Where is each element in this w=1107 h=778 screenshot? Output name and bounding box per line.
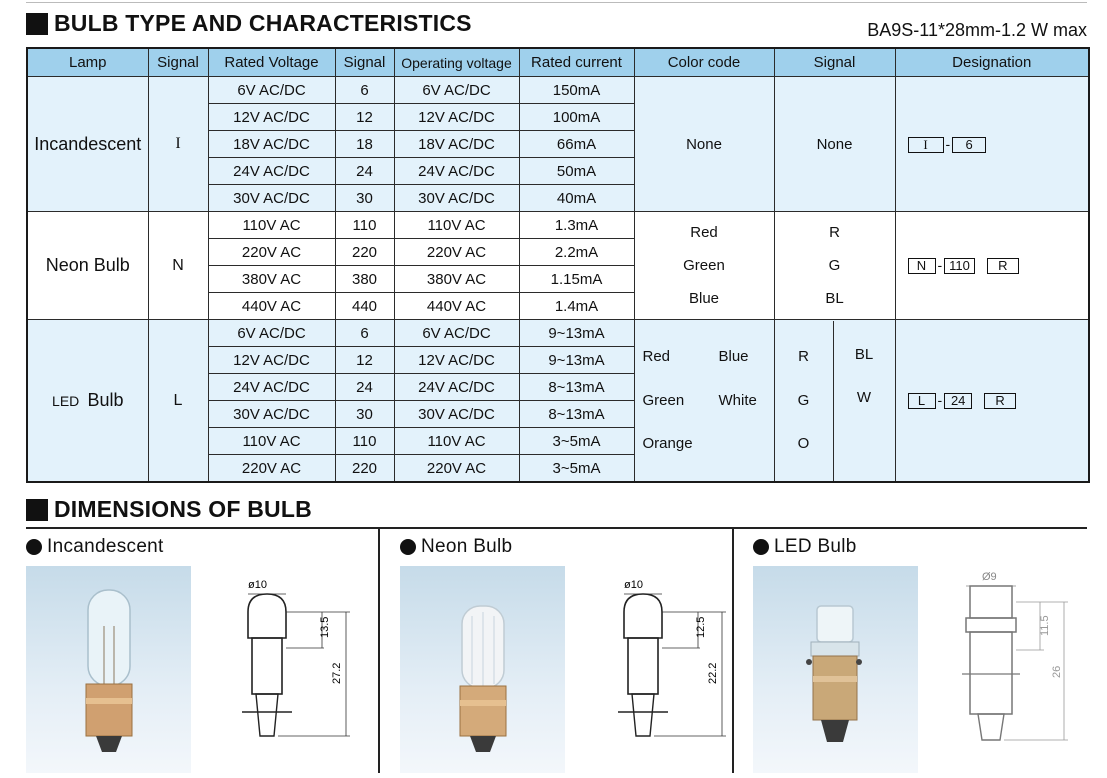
- rated-current-cell: 150mA: [519, 77, 634, 104]
- designation-box: R: [984, 393, 1016, 409]
- rated-current-cell: 3~5mA: [519, 428, 634, 455]
- table-row: [27, 77, 1089, 104]
- signal-cell: 220: [335, 239, 394, 266]
- header-rated-voltage: Rated Voltage: [208, 48, 335, 77]
- rated-voltage-cell: 220V AC: [208, 455, 335, 483]
- color-code-led: [634, 320, 774, 483]
- designation-box: R: [987, 258, 1019, 274]
- color-signal: G: [797, 391, 810, 409]
- signal-cell: 24: [335, 374, 394, 401]
- section-square-icon: [26, 499, 48, 521]
- diameter-label: ø10: [624, 579, 643, 591]
- color-signal: BL: [854, 345, 874, 363]
- designation-neon: [895, 212, 1089, 320]
- rated-voltage-cell: 110V AC: [208, 428, 335, 455]
- table-header-row: [27, 48, 1089, 77]
- color-code-neon: [634, 212, 774, 320]
- header-lamp: Lamp: [27, 48, 148, 77]
- designation-led: [895, 320, 1089, 483]
- section-square-icon: [26, 13, 48, 35]
- operating-voltage-cell: 30V AC/DC: [394, 185, 519, 212]
- dimensions-rule: [26, 527, 1087, 529]
- bulb-photo-neon: [400, 566, 565, 773]
- color-signal: R: [798, 348, 809, 366]
- rated-current-cell: 9~13mA: [519, 320, 634, 347]
- signal-cell: 110: [335, 212, 394, 239]
- signal-cell: 380: [335, 266, 394, 293]
- operating-voltage-cell: 110V AC: [394, 212, 519, 239]
- lamp-led: [27, 320, 148, 483]
- table-row: [27, 320, 1089, 347]
- panel-title-text: Incandescent: [47, 536, 164, 557]
- designation-box: 24: [944, 393, 972, 409]
- designation-incandescent: [895, 77, 1089, 212]
- rated-current-cell: 8~13mA: [519, 401, 634, 428]
- signal-cell: 18: [335, 131, 394, 158]
- panel-title-led: [753, 536, 857, 558]
- top-height-label: 13.5: [319, 616, 331, 638]
- rated-current-cell: 1.15mA: [519, 266, 634, 293]
- rated-current-cell: 40mA: [519, 185, 634, 212]
- rated-voltage-cell: 12V AC/DC: [208, 347, 335, 374]
- diameter-label: Ø9: [982, 571, 997, 583]
- rated-voltage-cell: 30V AC/DC: [208, 185, 335, 212]
- top-rule: [26, 2, 1087, 3]
- panel-title-text: LED Bulb: [774, 536, 857, 557]
- panel-title-incandescent: [26, 536, 164, 558]
- rated-current-cell: 66mA: [519, 131, 634, 158]
- incandescent-dimension-svg: [220, 566, 370, 766]
- designation-box: I: [908, 137, 944, 153]
- operating-voltage-cell: 6V AC/DC: [394, 77, 519, 104]
- characteristics-table: [26, 47, 1090, 483]
- signal-cell: 110: [335, 428, 394, 455]
- rated-voltage-cell: 110V AC: [208, 212, 335, 239]
- signal-cell: 12: [335, 104, 394, 131]
- panel-divider: [378, 529, 380, 773]
- color-name: Red: [690, 224, 718, 241]
- color-signal-incandescent: None: [774, 77, 895, 212]
- color-signal: W: [856, 389, 872, 406]
- operating-voltage-cell: 220V AC: [394, 455, 519, 483]
- color-signal: G: [828, 257, 841, 274]
- top-height-label: 12.5: [695, 616, 707, 638]
- neon-dimension-svg: [596, 566, 746, 766]
- color-signal-neon: [774, 212, 895, 320]
- table-row: [27, 212, 1089, 239]
- rated-current-cell: 1.4mA: [519, 293, 634, 320]
- designation-dash: -: [945, 135, 951, 152]
- color-signal: BL: [825, 290, 844, 307]
- spec-label: BA9S-11*28mm-1.2 W max: [867, 20, 1087, 40]
- color-signal-led: [774, 320, 895, 483]
- designation-box: 110: [944, 258, 975, 274]
- operating-voltage-cell: 380V AC: [394, 266, 519, 293]
- rated-current-cell: 8~13mA: [519, 374, 634, 401]
- lamp-incandescent: Incandescent: [27, 77, 148, 212]
- section-title-text: DIMENSIONS OF BULB: [54, 496, 312, 522]
- neon-bulb-icon: [400, 566, 565, 773]
- rated-current-cell: 2.2mA: [519, 239, 634, 266]
- signal-cell: 12: [335, 347, 394, 374]
- header-signal: Signal: [148, 48, 208, 77]
- bulb-photo-led: [753, 566, 918, 773]
- rated-voltage-cell: 24V AC/DC: [208, 158, 335, 185]
- led-bulb-icon: [753, 566, 918, 773]
- signal-cell: 30: [335, 401, 394, 428]
- top-height-label: 11.5: [1039, 615, 1051, 636]
- operating-voltage-cell: 30V AC/DC: [394, 401, 519, 428]
- rated-voltage-cell: 12V AC/DC: [208, 104, 335, 131]
- bulb-photo-incandescent: [26, 566, 191, 773]
- color-name: Red: [642, 348, 671, 366]
- operating-voltage-cell: 24V AC/DC: [394, 374, 519, 401]
- signal-cell: 440: [335, 293, 394, 320]
- signal-cell: 6: [335, 77, 394, 104]
- section-title-dimensions: [26, 496, 312, 523]
- signal-cell: 6: [335, 320, 394, 347]
- rated-voltage-cell: 24V AC/DC: [208, 374, 335, 401]
- section-title-bulb-type: [26, 10, 472, 37]
- diameter-label: ø10: [248, 579, 267, 591]
- color-name: Orange: [642, 435, 693, 453]
- color-name: Blue: [688, 290, 720, 307]
- operating-voltage-cell: 6V AC/DC: [394, 320, 519, 347]
- designation-box: L: [908, 393, 936, 409]
- header-signal-3: Signal: [774, 48, 895, 77]
- lamp-neon: Neon Bulb: [27, 212, 148, 320]
- panel-title-text: Neon Bulb: [421, 536, 513, 557]
- signal-led: L: [148, 320, 208, 483]
- color-name: Green: [642, 391, 685, 409]
- operating-voltage-cell: 24V AC/DC: [394, 158, 519, 185]
- color-signal: R: [829, 224, 840, 241]
- color-code-incandescent: None: [634, 77, 774, 212]
- rated-voltage-cell: 6V AC/DC: [208, 77, 335, 104]
- rated-current-cell: 100mA: [519, 104, 634, 131]
- section-title-text: BULB TYPE AND CHARACTERISTICS: [54, 10, 472, 36]
- signal-cell: 30: [335, 185, 394, 212]
- rated-current-cell: 1.3mA: [519, 212, 634, 239]
- header-signal-2: Signal: [335, 48, 394, 77]
- signal-cell: 24: [335, 158, 394, 185]
- signal-neon: N: [148, 212, 208, 320]
- designation-box: N: [908, 258, 936, 274]
- color-name: White: [718, 391, 757, 409]
- rated-voltage-cell: 440V AC: [208, 293, 335, 320]
- operating-voltage-cell: 440V AC: [394, 293, 519, 320]
- rated-voltage-cell: 30V AC/DC: [208, 401, 335, 428]
- operating-voltage-cell: 220V AC: [394, 239, 519, 266]
- rated-voltage-cell: 220V AC: [208, 239, 335, 266]
- header-rated-current: Rated current: [519, 48, 634, 77]
- total-height-label: 26: [1051, 665, 1063, 678]
- designation-dash: -: [937, 257, 943, 273]
- led-dimension-svg: [948, 566, 1078, 766]
- rated-voltage-cell: 18V AC/DC: [208, 131, 335, 158]
- lamp-led-suffix: Bulb: [87, 390, 124, 410]
- incandescent-bulb-icon: [26, 566, 191, 773]
- rated-voltage-cell: 380V AC: [208, 266, 335, 293]
- total-height-label: 27.2: [331, 662, 343, 684]
- color-signal: O: [797, 435, 810, 453]
- operating-voltage-cell: 12V AC/DC: [394, 347, 519, 374]
- dimension-drawing-led: [948, 566, 1078, 771]
- rated-current-cell: 50mA: [519, 158, 634, 185]
- total-height-label: 22.2: [707, 662, 719, 684]
- rated-voltage-cell: 6V AC/DC: [208, 320, 335, 347]
- designation-box: 6: [952, 137, 986, 153]
- rated-current-cell: 3~5mA: [519, 455, 634, 483]
- color-name: Green: [683, 257, 725, 274]
- operating-voltage-cell: 110V AC: [394, 428, 519, 455]
- bullet-dot-icon: [26, 539, 42, 555]
- bullet-dot-icon: [753, 539, 769, 555]
- header-designation: Designation: [895, 48, 1089, 77]
- rated-current-cell: 9~13mA: [519, 347, 634, 374]
- dimension-drawing-neon: [596, 566, 746, 771]
- designation-dash: -: [937, 392, 943, 408]
- lamp-led-prefix: LED: [52, 393, 80, 409]
- panel-title-neon: [400, 536, 512, 558]
- header-color-code: Color code: [634, 48, 774, 77]
- operating-voltage-cell: 18V AC/DC: [394, 131, 519, 158]
- dimension-drawing-incandescent: [220, 566, 370, 771]
- signal-incandescent: I: [148, 77, 208, 212]
- signal-cell: 220: [335, 455, 394, 483]
- bullet-dot-icon: [400, 539, 416, 555]
- header-operating-voltage: Operating voltage: [394, 48, 519, 77]
- color-name: Blue: [718, 348, 749, 366]
- operating-voltage-cell: 12V AC/DC: [394, 104, 519, 131]
